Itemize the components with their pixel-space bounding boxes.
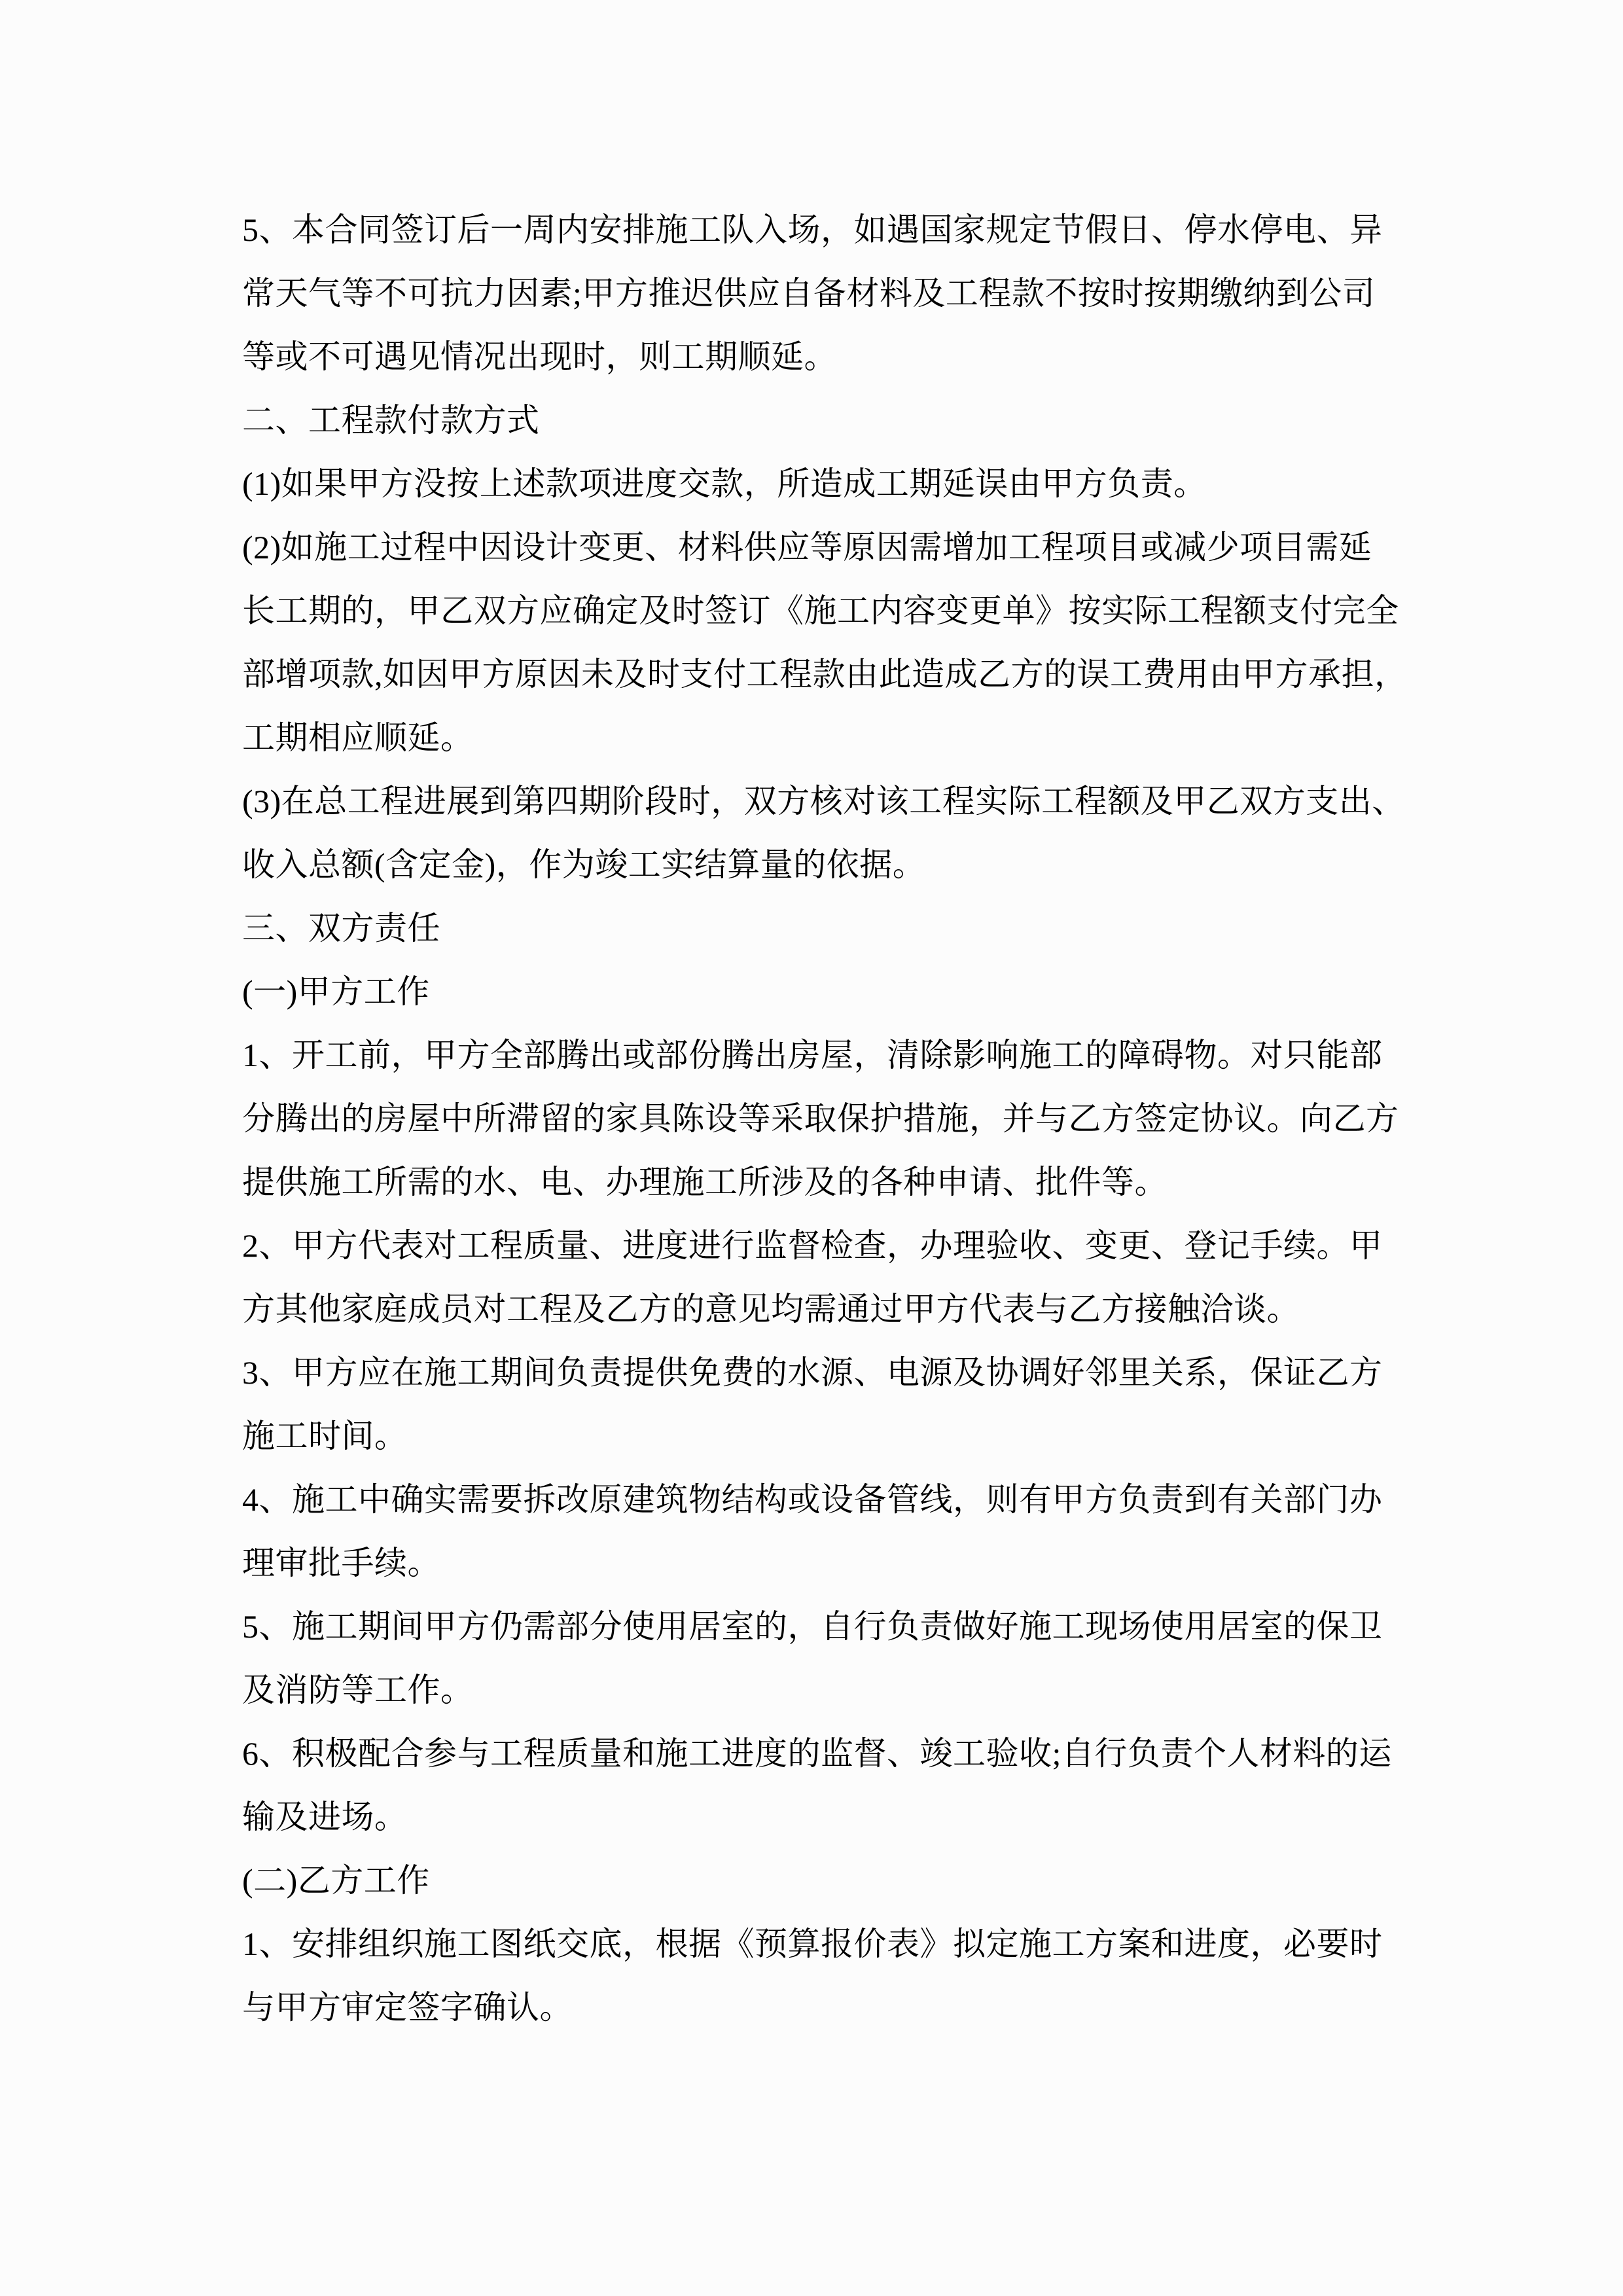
document-body [242, 198, 1427, 2039]
text-line: 收入总额(含定金)，作为竣工实结算量的依据。 [242, 846, 926, 883]
text-line: 与甲方审定签字确认。 [242, 1989, 573, 2026]
text-line: 4、施工中确实需要拆改原建筑物结构或设备管线，则有甲方负责到有关部门办 [242, 1481, 1383, 1518]
text-line: 施工时间。 [242, 1418, 408, 1454]
text-line: 部增项款,如因甲方原因未及时支付工程款由此造成乙方的误工费用由甲方承担， [242, 656, 1408, 692]
text-line: 提供施工所需的水、电、办理施工所涉及的各种申请、批件等。 [242, 1164, 1168, 1200]
text-line: 3、甲方应在施工期间负责提供免费的水源、电源及协调好邻里关系，保证乙方 [242, 1354, 1383, 1391]
text-line: (1)如果甲方没按上述款项进度交款，所造成工期延误由甲方负责。 [242, 465, 1207, 502]
text-line: 输及进场。 [242, 1799, 408, 1835]
text-line: 长工期的，甲乙双方应确定及时签订《施工内容变更单》按实际工程额支付完全 [242, 592, 1399, 629]
text-line: 方其他家庭成员对工程及乙方的意见均需通过甲方代表与乙方接触洽谈。 [242, 1291, 1300, 1327]
text-line: 5、本合同签订后一周内安排施工队入场，如遇国家规定节假日、停水停电、异 [242, 211, 1383, 248]
text-line: 等或不可遇见情况出现时，则工期顺延。 [242, 338, 837, 375]
text-line: 1、开工前，甲方全部腾出或部份腾出房屋，清除影响施工的障碍物。对只能部 [242, 1037, 1383, 1073]
section-heading: 二、工程款付款方式 [242, 402, 540, 439]
subsection-heading: (二)乙方工作 [242, 1862, 430, 1899]
text-line: 2、甲方代表对工程质量、进度进行监督检查，办理验收、变更、登记手续。甲 [242, 1227, 1383, 1264]
text-line: 6、积极配合参与工程质量和施工进度的监督、竣工验收;自行负责个人材料的运 [242, 1735, 1392, 1772]
section-heading: 三、双方责任 [242, 910, 440, 946]
text-line: 1、安排组织施工图纸交底，根据《预算报价表》拟定施工方案和进度，必要时 [242, 1926, 1383, 1962]
text-line: (2)如施工过程中因设计变更、材料供应等原因需增加工程项目或减少项目需延 [242, 529, 1372, 565]
text-line: 工期相应顺延。 [242, 719, 474, 756]
subsection-heading: (一)甲方工作 [242, 973, 430, 1010]
text-line: 常天气等不可抗力因素;甲方推迟供应自备材料及工程款不按时按期缴纳到公司 [242, 275, 1376, 312]
text-line: (3)在总工程进展到第四期阶段时，双方核对该工程实际工程额及甲乙双方支出、 [242, 783, 1405, 819]
text-line: 分腾出的房屋中所滞留的家具陈设等采取保护措施，并与乙方签定协议。向乙方 [242, 1100, 1399, 1137]
text-line: 理审批手续。 [242, 1545, 440, 1581]
text-line: 5、施工期间甲方仍需部分使用居室的，自行负责做好施工现场使用居室的保卫 [242, 1608, 1383, 1645]
text-line: 及消防等工作。 [242, 1672, 474, 1708]
